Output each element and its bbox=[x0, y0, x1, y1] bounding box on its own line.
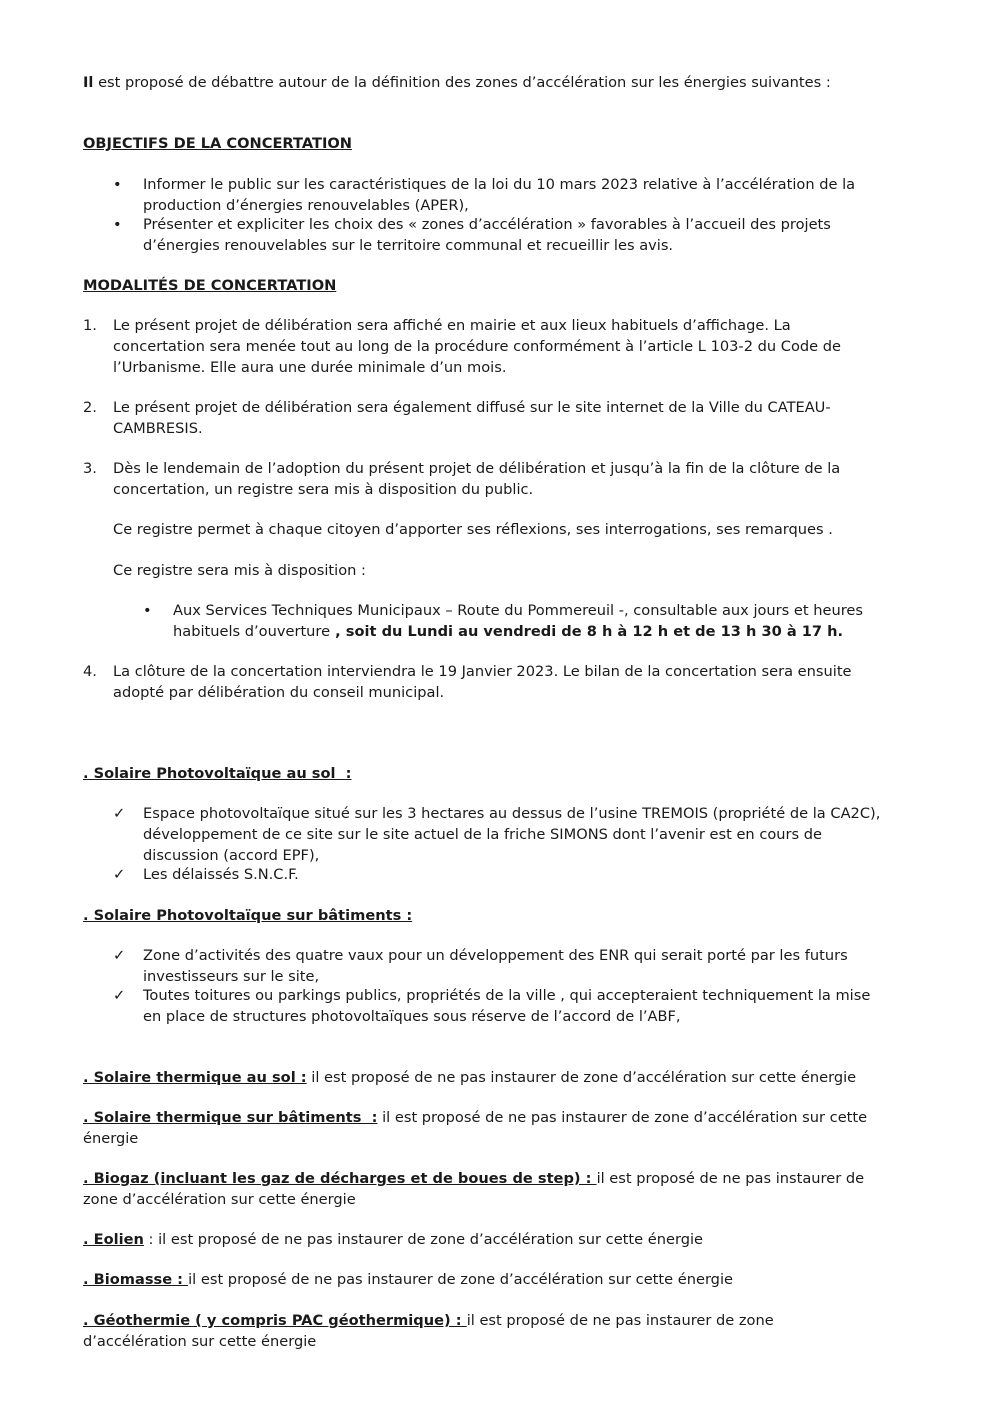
list-number: 2. bbox=[83, 399, 97, 416]
intro-text: est proposé de débattre autour de la définition des zones d’accélération sur les énergies suivantes : bbox=[93, 74, 831, 91]
solaire-bat-line: en place de structures photovoltaïques sous réserve de l’accord de l’ABF, bbox=[143, 1008, 681, 1025]
intro-lead: Il bbox=[83, 74, 94, 91]
energy-label: . Solaire thermique sur bâtiments : bbox=[83, 1109, 378, 1126]
opening-hours: , soit du Lundi au vendredi de 8 h à 12 h et de 13 h 30 à 17 h. bbox=[330, 623, 844, 640]
checkmark-icon: ✓ bbox=[113, 805, 126, 822]
bullet-dot-icon: • bbox=[113, 216, 122, 233]
objectifs-item-line: production d’énergies renouvelables (APER), bbox=[143, 197, 469, 214]
energy-entry bbox=[83, 1067, 856, 1088]
list-number: 4. bbox=[83, 663, 97, 680]
modalites-line: Dès le lendemain de l’adoption du présent projet de délibération et jusqu’à la fin de la clôture de la bbox=[113, 460, 841, 477]
energy-text: il est proposé de ne pas instaurer de zone bbox=[466, 1312, 774, 1329]
energy-text: zone d’accélération sur cette énergie bbox=[83, 1191, 356, 1208]
modalites-line: La clôture de la concertation interviendra le 19 Janvier 2023. Le bilan de la concertation sera ensuite bbox=[113, 663, 852, 680]
bullet-dot-icon: • bbox=[143, 602, 152, 619]
solaire-sol-line: Espace photovoltaïque situé sur les 3 hectares au dessus de l’usine TREMOIS (propriété de la CA2C), bbox=[143, 805, 881, 822]
solaire-sol-heading: . Solaire Photovoltaïque au sol : bbox=[83, 765, 352, 782]
energy-text: il est proposé de ne pas instaurer de zone d’accélération sur cette énergie bbox=[188, 1271, 733, 1288]
checkmark-icon: ✓ bbox=[113, 866, 126, 883]
energy-entry bbox=[83, 1229, 703, 1250]
energy-text: d’accélération sur cette énergie bbox=[83, 1333, 317, 1350]
energy-label: . Géothermie ( y compris PAC géothermique) : bbox=[83, 1312, 467, 1329]
modalites-line: Le présent projet de délibération sera affiché en mairie et aux lieux habituels d’affichage. La bbox=[113, 317, 791, 334]
modalites-line: CAMBRESIS. bbox=[113, 420, 203, 437]
energy-text: il est proposé de ne pas instaurer de zone d’accélération sur cette énergie bbox=[306, 1069, 857, 1086]
modalites-line: adopté par délibération du conseil municipal. bbox=[113, 684, 445, 701]
energy-label: . Biomasse : bbox=[83, 1271, 189, 1288]
objectifs-item-line: Présenter et expliciter les choix des « zones d’accélération » favorables à l’accueil des projets bbox=[143, 216, 831, 233]
objectifs-item-line: d’énergies renouvelables sur le territoire communal et recueillir les avis. bbox=[143, 237, 674, 254]
solaire-bat-heading: . Solaire Photovoltaïque sur bâtiments : bbox=[83, 907, 413, 924]
energy-text: : il est proposé de ne pas instaurer de zone d’accélération sur cette énergie bbox=[143, 1231, 703, 1248]
registre-subitem-line: habituels d’ouverture bbox=[173, 623, 331, 640]
solaire-bat-line: Toutes toitures ou parkings publics, propriétés de la ville , qui accepteraient techniquement la mise bbox=[143, 987, 871, 1004]
list-number: 3. bbox=[83, 460, 97, 477]
energy-label: . Solaire thermique au sol : bbox=[83, 1069, 307, 1086]
solaire-sol-line: Les délaissés S.N.C.F. bbox=[143, 866, 299, 883]
list-number: 1. bbox=[83, 317, 97, 334]
bullet-dot-icon: • bbox=[113, 176, 122, 193]
registre-paragraph: Ce registre sera mis à disposition : bbox=[113, 562, 366, 579]
solaire-sol-line: discussion (accord EPF), bbox=[143, 847, 320, 864]
solaire-sol-line: développement de ce site sur le site actuel de la friche SIMONS dont l’avenir est en cours de bbox=[143, 826, 823, 843]
modalites-line: concertation, un registre sera mis à disposition du public. bbox=[113, 481, 534, 498]
modalites-line: Le présent projet de délibération sera également diffusé sur le site internet de la Ville du CATEAU- bbox=[113, 399, 831, 416]
solaire-bat-line: investisseurs sur le site, bbox=[143, 968, 320, 985]
checkmark-icon: ✓ bbox=[113, 987, 126, 1004]
energy-label: . Eolien bbox=[83, 1231, 144, 1248]
energy-entry bbox=[83, 1168, 864, 1210]
energy-text: il est proposé de ne pas instaurer de zone d’accélération sur cette bbox=[377, 1109, 868, 1126]
registre-subitem-line: Aux Services Techniques Municipaux – Route du Pommereuil -, consultable aux jours et heures bbox=[173, 602, 864, 619]
modalites-line: l’Urbanisme. Elle aura une durée minimale d’un mois. bbox=[113, 359, 507, 376]
solaire-bat-line: Zone d’activités des quatre vaux pour un développement des ENR qui serait porté par les futurs bbox=[143, 947, 848, 964]
energy-text: il est proposé de ne pas instaurer de bbox=[596, 1170, 865, 1187]
energy-entry bbox=[83, 1107, 867, 1149]
energy-entry bbox=[83, 1269, 733, 1290]
energy-text: énergie bbox=[83, 1130, 139, 1147]
checkmark-icon: ✓ bbox=[113, 947, 126, 964]
objectifs-heading: OBJECTIFS DE LA CONCERTATION bbox=[83, 135, 352, 152]
energy-label: . Biogaz (incluant les gaz de décharges et de boues de step) : bbox=[83, 1170, 597, 1187]
modalites-heading: MODALITÉS DE CONCERTATION bbox=[83, 277, 337, 294]
registre-paragraph: Ce registre permet à chaque citoyen d’apporter ses réflexions, ses interrogations, ses remarques . bbox=[113, 521, 833, 538]
modalites-line: concertation sera menée tout au long de la procédure conformément à l’article L 103-2 du Code de bbox=[113, 338, 842, 355]
intro-paragraph bbox=[83, 72, 831, 93]
objectifs-item-line: Informer le public sur les caractéristiques de la loi du 10 mars 2023 relative à l’accélération de la bbox=[143, 176, 856, 193]
energy-entry bbox=[83, 1310, 774, 1352]
